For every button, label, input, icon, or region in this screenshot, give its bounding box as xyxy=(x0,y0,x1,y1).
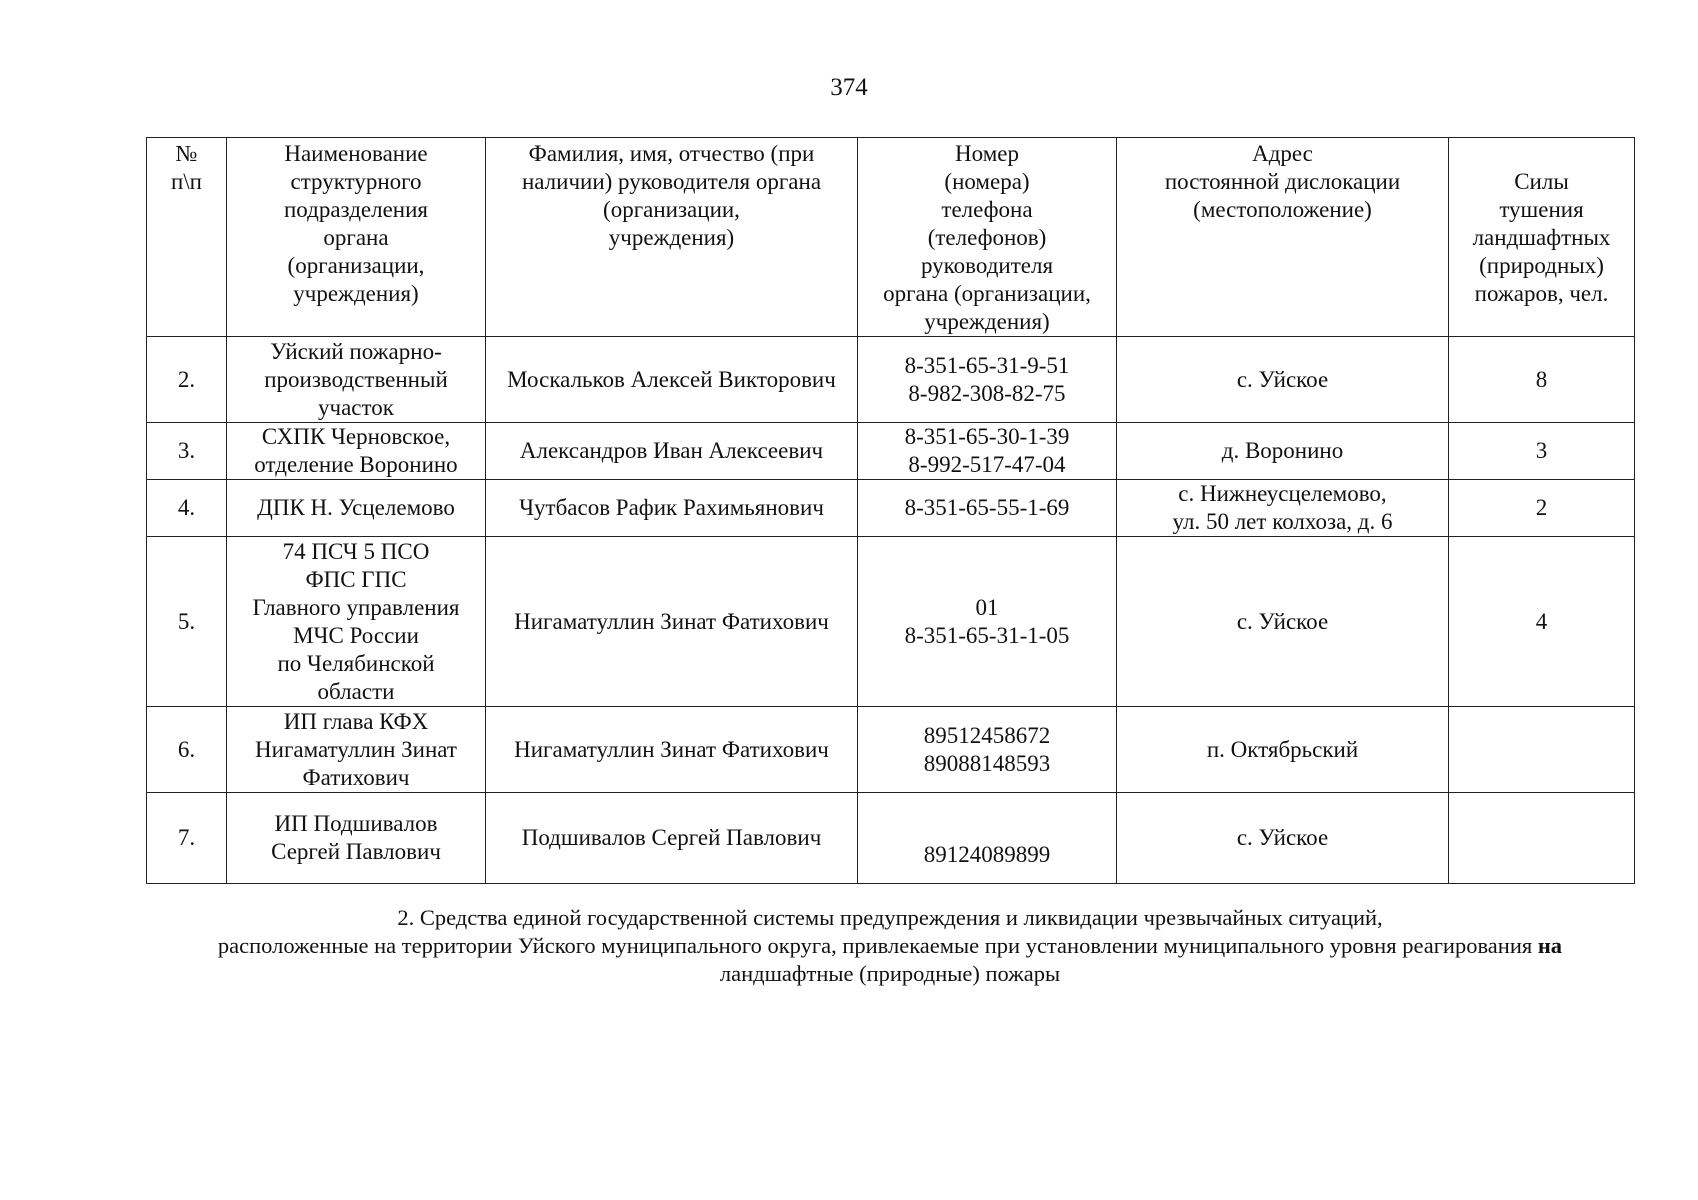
cell-head: Подшивалов Сергей Павлович xyxy=(486,793,858,884)
cell-phones: 89124089899 xyxy=(858,793,1117,884)
table-row xyxy=(147,480,1635,537)
cell-head: Нигаматуллин Зинат Фатихович xyxy=(486,537,858,707)
cell-phones: 8-351-65-31-9-51 8-982-308-82-75 xyxy=(858,337,1117,423)
page-number: 374 xyxy=(830,74,868,101)
header-forces: Силы тушения ландшафтных (природных) пожаров, чел. xyxy=(1449,138,1635,337)
table-row xyxy=(147,337,1635,423)
table-row xyxy=(147,423,1635,480)
cell-phones: 89512458672 89088148593 xyxy=(858,707,1117,793)
table-row xyxy=(147,793,1635,884)
cell-forces: 8 xyxy=(1449,337,1635,423)
table-header-row xyxy=(147,138,1635,337)
cell-phones: 8-351-65-30-1-39 8-992-517-47-04 xyxy=(858,423,1117,480)
header-address: Адрес постоянной дислокации (местоположение) xyxy=(1117,138,1449,337)
cell-forces: 2 xyxy=(1449,480,1635,537)
cell-unit: ИП Подшивалов Сергей Павлович xyxy=(227,793,486,884)
cell-address: д. Воронино xyxy=(1117,423,1449,480)
cell-address: с. Нижнеусцелемово, ул. 50 лет колхоза, д. 6 xyxy=(1117,480,1449,537)
section-caption xyxy=(146,904,1634,988)
cell-address: с. Уйское xyxy=(1117,337,1449,423)
cell-address: с. Уйское xyxy=(1117,537,1449,707)
table-row xyxy=(147,707,1635,793)
cell-unit: 74 ПСЧ 5 ПСО ФПС ГПС Главного управления МЧС России по Челябинской области xyxy=(227,537,486,707)
caption-line-3: ландшафтные (природные) пожары xyxy=(719,961,1061,986)
cell-forces: 3 xyxy=(1449,423,1635,480)
cell-head: Москальков Алексей Викторович xyxy=(486,337,858,423)
header-phone: Номер (номера) телефона (телефонов) руководителя органа (организации, учреждения) xyxy=(858,138,1117,337)
cell-head: Нигаматуллин Зинат Фатихович xyxy=(486,707,858,793)
cell-unit: СХПК Черновское, отделение Воронино xyxy=(227,423,486,480)
cell-number: 7. xyxy=(147,793,227,884)
cell-number: 3. xyxy=(147,423,227,480)
cell-address: п. Октябрьский xyxy=(1117,707,1449,793)
caption-line-2: расположенные на территории Уйского муниципального округа, привлекаемые при установлении муниципального уровня реагирования на xyxy=(217,933,1563,958)
cell-unit: ДПК Н. Усцелемово xyxy=(227,480,486,537)
cell-phones: 8-351-65-55-1-69 xyxy=(858,480,1117,537)
cell-number: 4. xyxy=(147,480,227,537)
header-unit-name: Наименование структурного подразделения органа (организации, учреждения) xyxy=(227,138,486,337)
cell-address: с. Уйское xyxy=(1117,793,1449,884)
cell-phones: 01 8-351-65-31-1-05 xyxy=(858,537,1117,707)
cell-number: 5. xyxy=(147,537,227,707)
caption-line-1: 2. Средства единой государственной системы предупреждения и ликвидации чрезвычайных ситуаций, xyxy=(397,905,1383,930)
cell-forces: 4 xyxy=(1449,537,1635,707)
cell-head: Александров Иван Алексеевич xyxy=(486,423,858,480)
cell-unit: Уйский пожарно- производственный участок xyxy=(227,337,486,423)
cell-number: 6. xyxy=(147,707,227,793)
header-head-name: Фамилия, имя, отчество (при наличии) руководителя органа (организации, учреждения) xyxy=(486,138,858,337)
forces-table xyxy=(146,137,1635,884)
cell-number: 2. xyxy=(147,337,227,423)
table-row xyxy=(147,537,1635,707)
cell-forces xyxy=(1449,707,1635,793)
header-number: № п\п xyxy=(147,138,227,337)
cell-forces xyxy=(1449,793,1635,884)
cell-unit: ИП глава КФХ Нигаматуллин Зинат Фатихович xyxy=(227,707,486,793)
cell-head: Чутбасов Рафик Рахимьянович xyxy=(486,480,858,537)
